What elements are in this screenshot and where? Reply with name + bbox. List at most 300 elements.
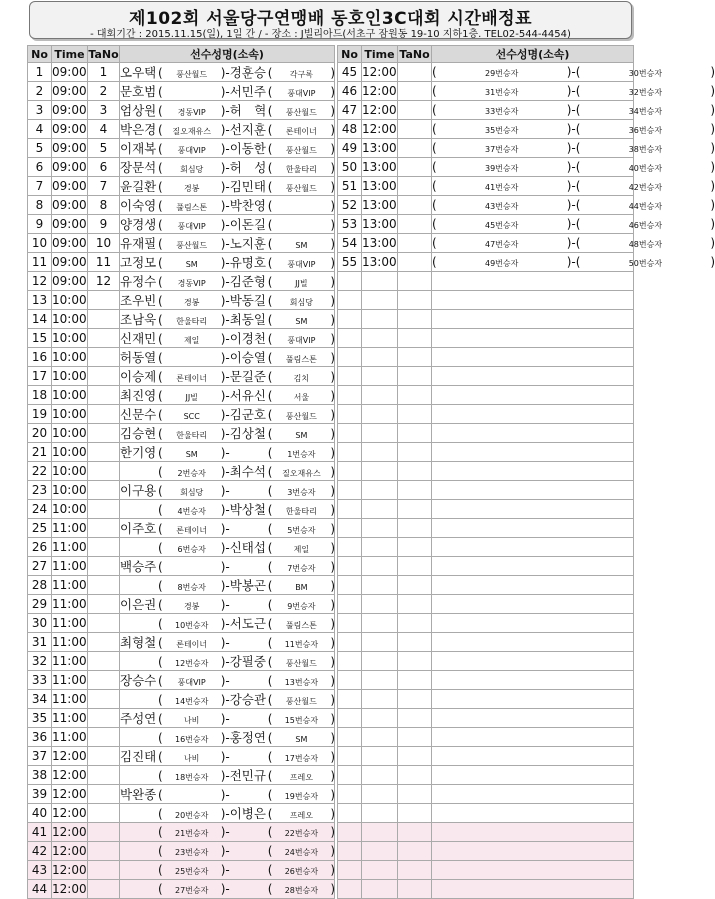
match-no: 26 xyxy=(28,538,52,557)
player1-club: 2번승자 xyxy=(177,469,206,478)
match-time: 10:00 xyxy=(52,367,88,386)
table-no xyxy=(88,595,120,614)
match-no: 48 xyxy=(338,120,362,139)
player1-name: 유재필 xyxy=(120,236,157,251)
player1-club: 제일 xyxy=(183,336,200,345)
match-no: 15 xyxy=(28,329,52,348)
player2-club: 46번승자 xyxy=(628,221,663,230)
match-no: 41 xyxy=(28,823,52,842)
empty-cell xyxy=(432,386,634,405)
player2-club: 제일 xyxy=(293,545,310,554)
match-no: 20 xyxy=(28,424,52,443)
match-players-cell: ( 10번승자 )-서도근 ( 풀림스톤 ) xyxy=(120,614,335,633)
empty-cell xyxy=(338,386,362,405)
match-no: 10 xyxy=(28,234,52,253)
empty-cell xyxy=(362,538,398,557)
match-players-cell: 백승주 ( )- ( 7번승자 ) xyxy=(120,557,335,576)
match-no: 52 xyxy=(338,196,362,215)
match-players-cell: 문호범 ( )-서민주 ( 풍대VIP ) xyxy=(120,82,335,101)
table-row xyxy=(28,424,335,443)
match-time: 09:00 xyxy=(52,253,88,272)
table-header-row xyxy=(28,46,335,63)
player2-club: 한울타리 xyxy=(285,507,317,516)
table-no xyxy=(398,120,432,139)
empty-cell xyxy=(398,728,432,747)
match-players-cell: 이은권 ( 경봉 )- ( 9번승자 ) xyxy=(120,595,335,614)
match-no: 51 xyxy=(338,177,362,196)
match-time: 09:00 xyxy=(52,177,88,196)
empty-cell xyxy=(398,348,432,367)
match-time: 12:00 xyxy=(52,823,88,842)
empty-cell xyxy=(432,842,634,861)
player2-name: 최동일 xyxy=(229,312,266,327)
empty-cell xyxy=(338,633,362,652)
table-no xyxy=(398,215,432,234)
player1-club: 25번승자 xyxy=(175,867,209,876)
empty-cell xyxy=(432,443,634,462)
match-no: 14 xyxy=(28,310,52,329)
match-time: 09:00 xyxy=(52,215,88,234)
player1-name: 이구용 xyxy=(120,483,157,498)
table-row xyxy=(28,614,335,633)
table-no xyxy=(88,576,120,595)
match-players-cell: 이구용 ( 회심당 )- ( 3번승자 ) xyxy=(120,481,335,500)
empty-cell xyxy=(432,671,634,690)
table-no: 8 xyxy=(88,196,120,215)
table-no xyxy=(88,614,120,633)
empty-cell xyxy=(338,842,362,861)
match-no: 11 xyxy=(28,253,52,272)
match-no: 47 xyxy=(338,101,362,120)
player1-club: 4번승자 xyxy=(177,507,206,516)
match-time: 10:00 xyxy=(52,462,88,481)
empty-cell xyxy=(432,690,634,709)
match-players-cell: ( 2번승자 )-최수석 ( 질오재유스 ) xyxy=(120,462,335,481)
match-time: 12:00 xyxy=(52,766,88,785)
match-no: 33 xyxy=(28,671,52,690)
empty-row xyxy=(338,405,634,424)
empty-cell xyxy=(398,671,432,690)
match-time: 11:00 xyxy=(52,538,88,557)
match-no: 9 xyxy=(28,215,52,234)
player2-club: 48번승자 xyxy=(628,240,663,249)
player1-name: 박은경 xyxy=(120,122,157,137)
empty-cell xyxy=(362,595,398,614)
player1-name: 김진태 xyxy=(120,749,157,764)
empty-cell xyxy=(362,500,398,519)
player1-club: 41번승자 xyxy=(485,183,519,192)
player1-name: 최형철 xyxy=(120,635,157,650)
player1-club: 풍대VIP xyxy=(177,678,206,687)
player1-club: 33번승자 xyxy=(485,107,519,116)
match-players-cell: ( 25번승자 )- ( 26번승자 ) xyxy=(120,861,335,880)
table-row xyxy=(28,709,335,728)
match-no: 3 xyxy=(28,101,52,120)
match-time: 09:00 xyxy=(52,63,88,82)
player1-name: 최진영 xyxy=(120,388,157,403)
player1-name: 박완종 xyxy=(120,787,157,802)
match-no: 2 xyxy=(28,82,52,101)
table-row xyxy=(28,633,335,652)
empty-cell xyxy=(362,709,398,728)
player1-club: 경동VIP xyxy=(177,108,206,117)
page-title: 제102회 서울당구연맹배 동호인3C대회 시간배정표 xyxy=(128,9,533,29)
player1-club: 6번승자 xyxy=(177,545,206,554)
empty-cell xyxy=(398,405,432,424)
empty-cell xyxy=(338,481,362,500)
match-players-cell: 이재복 ( 풍대VIP )-이동한 ( 풍산월드 ) xyxy=(120,139,335,158)
match-no: 4 xyxy=(28,120,52,139)
empty-row xyxy=(338,367,634,386)
table-row xyxy=(28,272,335,291)
player2-name: 신태섭 xyxy=(229,540,266,555)
match-time: 09:00 xyxy=(52,101,88,120)
match-players-cell: ( 23번승자 )- ( 24번승자 ) xyxy=(120,842,335,861)
player1-club: 20번승자 xyxy=(175,811,209,820)
match-no: 39 xyxy=(28,785,52,804)
empty-cell xyxy=(398,462,432,481)
player2-club: 풍산월드 xyxy=(285,108,317,117)
match-time: 12:00 xyxy=(52,842,88,861)
player2-club: 7번승자 xyxy=(287,564,316,573)
player1-club: 질오재유스 xyxy=(172,127,211,136)
empty-cell xyxy=(338,329,362,348)
player1-name: 이주호 xyxy=(120,521,157,536)
player2-club: SM xyxy=(295,241,308,250)
empty-cell xyxy=(362,405,398,424)
table-no: 4 xyxy=(88,120,120,139)
empty-cell xyxy=(398,519,432,538)
table-no xyxy=(88,728,120,747)
player2-club: 풍산월드 xyxy=(285,412,317,421)
player2-club: 프레오 xyxy=(289,773,313,782)
empty-cell xyxy=(398,500,432,519)
player1-club: 31번승자 xyxy=(485,88,519,97)
empty-cell xyxy=(432,462,634,481)
player2-name: 허 성 xyxy=(229,160,267,175)
match-no: 36 xyxy=(28,728,52,747)
empty-cell xyxy=(432,367,634,386)
empty-cell xyxy=(362,842,398,861)
match-players-cell: ( 39번승자 )-( 40번승자 ) xyxy=(432,158,634,177)
match-players-cell: 김진태 ( 나비 )- ( 17번승자 ) xyxy=(120,747,335,766)
player1-name: 양경생 xyxy=(120,217,157,232)
match-players-cell: 신재민 ( 제일 )-이경천 ( 풍대VIP ) xyxy=(120,329,335,348)
match-no: 45 xyxy=(338,63,362,82)
empty-cell xyxy=(338,310,362,329)
empty-cell xyxy=(432,329,634,348)
empty-cell xyxy=(398,386,432,405)
empty-cell xyxy=(398,614,432,633)
empty-cell xyxy=(398,329,432,348)
table-no xyxy=(398,139,432,158)
match-players-cell: ( 49번승자 )-( 50번승자 ) xyxy=(432,253,634,272)
schedule-body-right xyxy=(338,63,715,899)
player2-club: 13번승자 xyxy=(284,678,319,687)
match-time: 11:00 xyxy=(52,652,88,671)
table-no xyxy=(88,880,120,899)
empty-row xyxy=(338,842,634,861)
player1-club: 론테이너 xyxy=(176,640,208,649)
empty-cell xyxy=(338,747,362,766)
player1-club: 29번승자 xyxy=(485,69,519,78)
match-no: 50 xyxy=(338,158,362,177)
empty-cell xyxy=(432,823,634,842)
match-time: 12:00 xyxy=(52,747,88,766)
empty-row xyxy=(338,443,634,462)
player2-club: 질오재유스 xyxy=(282,469,321,478)
table-no xyxy=(88,557,120,576)
table-no xyxy=(88,842,120,861)
player1-name: 이재복 xyxy=(120,141,157,156)
player1-name: 신재민 xyxy=(120,331,157,346)
table-row xyxy=(338,215,634,234)
match-time: 13:00 xyxy=(362,215,398,234)
empty-cell xyxy=(398,272,432,291)
empty-cell xyxy=(338,443,362,462)
player1-club: JJ빌 xyxy=(185,393,198,402)
title-box xyxy=(29,1,632,39)
empty-cell xyxy=(362,519,398,538)
player2-club: SM xyxy=(295,317,308,326)
empty-cell xyxy=(338,709,362,728)
player2-club: 24번승자 xyxy=(284,848,319,857)
empty-cell xyxy=(362,443,398,462)
match-no: 53 xyxy=(338,215,362,234)
empty-cell xyxy=(432,785,634,804)
player2-club: JJ빌 xyxy=(295,279,308,288)
match-no: 21 xyxy=(28,443,52,462)
empty-cell xyxy=(362,728,398,747)
empty-cell xyxy=(362,348,398,367)
player1-club: 경봉 xyxy=(183,602,200,611)
player2-name: 허 혁 xyxy=(229,103,267,118)
match-time: 13:00 xyxy=(362,196,398,215)
player2-name: 문길준 xyxy=(229,369,266,384)
match-no: 6 xyxy=(28,158,52,177)
empty-row xyxy=(338,310,634,329)
player1-club: 풀림스톤 xyxy=(176,203,208,212)
empty-cell xyxy=(398,367,432,386)
table-header-row xyxy=(338,46,634,63)
empty-cell xyxy=(338,462,362,481)
table-row xyxy=(338,139,634,158)
empty-cell xyxy=(362,652,398,671)
table-row xyxy=(338,63,634,82)
empty-cell xyxy=(432,633,634,652)
player2-club: 9번승자 xyxy=(287,602,316,611)
player1-club: SM xyxy=(185,450,198,459)
match-time: 10:00 xyxy=(52,481,88,500)
player2-club: 30번승자 xyxy=(628,69,663,78)
table-no xyxy=(88,766,120,785)
table-row xyxy=(28,291,335,310)
empty-cell xyxy=(338,690,362,709)
table-no xyxy=(88,462,120,481)
table-row xyxy=(28,519,335,538)
table-no: 12 xyxy=(88,272,120,291)
player1-name: 신문수 xyxy=(120,407,157,422)
player1-name: 주성연 xyxy=(120,711,157,726)
match-players-cell: 오우택 ( 풍산월드 )-경훈승 ( 각구록 ) xyxy=(120,63,335,82)
player1-name: 오우택 xyxy=(120,65,157,80)
empty-cell xyxy=(362,291,398,310)
table-no: 5 xyxy=(88,139,120,158)
player2-club: 36번승자 xyxy=(628,126,663,135)
player2-club: 풍산월드 xyxy=(285,659,317,668)
player1-club: 35번승자 xyxy=(485,126,519,135)
match-time: 13:00 xyxy=(362,234,398,253)
match-no: 29 xyxy=(28,595,52,614)
schedule-table-right xyxy=(337,45,715,899)
player1-club: 39번승자 xyxy=(485,164,519,173)
empty-cell xyxy=(398,310,432,329)
match-time: 10:00 xyxy=(52,424,88,443)
table-row xyxy=(28,804,335,823)
player1-club: 45번승자 xyxy=(485,221,519,230)
table-row xyxy=(28,880,335,899)
match-no: 8 xyxy=(28,196,52,215)
match-players-cell: ( 14번승자 )-강승관 ( 풍산월드 ) xyxy=(120,690,335,709)
empty-cell xyxy=(398,633,432,652)
empty-cell xyxy=(398,557,432,576)
player2-name: 유명호 xyxy=(229,255,266,270)
match-players-cell: ( 21번승자 )- ( 22번승자 ) xyxy=(120,823,335,842)
empty-row xyxy=(338,500,634,519)
player1-name: 엄상원 xyxy=(120,103,157,118)
empty-row xyxy=(338,386,634,405)
empty-row xyxy=(338,747,634,766)
table-row xyxy=(338,101,634,120)
player1-club: 경봉 xyxy=(183,298,200,307)
empty-cell xyxy=(432,481,634,500)
player1-name: 백승주 xyxy=(120,559,157,574)
player2-club: 김치 xyxy=(293,374,310,383)
player1-club: 23번승자 xyxy=(175,848,209,857)
table-row xyxy=(28,63,335,82)
table-no xyxy=(398,196,432,215)
player2-club: 34번승자 xyxy=(628,107,663,116)
col-header-no: No xyxy=(338,46,362,63)
player1-name: 이은권 xyxy=(120,597,157,612)
player1-club: 회심당 xyxy=(180,165,204,174)
player1-name: 장승수 xyxy=(120,673,157,688)
match-time: 10:00 xyxy=(52,386,88,405)
match-time: 12:00 xyxy=(52,804,88,823)
player2-club: 한울타리 xyxy=(285,165,317,174)
table-no xyxy=(88,348,120,367)
table-no xyxy=(398,158,432,177)
player2-name: 경훈승 xyxy=(229,65,266,80)
player2-name: 서유신 xyxy=(229,388,266,403)
match-players-cell: ( 43번승자 )-( 44번승자 ) xyxy=(432,196,634,215)
player1-club: 경동VIP xyxy=(177,279,206,288)
empty-cell xyxy=(398,576,432,595)
match-no: 42 xyxy=(28,842,52,861)
match-time: 09:00 xyxy=(52,234,88,253)
table-row xyxy=(28,785,335,804)
empty-cell xyxy=(432,861,634,880)
player2-club: 풍산월드 xyxy=(285,697,317,706)
empty-row xyxy=(338,785,634,804)
empty-cell xyxy=(432,557,634,576)
table-row xyxy=(28,253,335,272)
table-no xyxy=(88,424,120,443)
empty-cell xyxy=(362,272,398,291)
player2-club: 15번승자 xyxy=(284,716,319,725)
player2-club: 회심당 xyxy=(289,298,313,307)
player1-club: 8번승자 xyxy=(177,583,206,592)
col-header-players: 선수성명(소속) xyxy=(432,46,634,63)
empty-row xyxy=(338,614,634,633)
empty-cell xyxy=(432,595,634,614)
table-row xyxy=(28,861,335,880)
player2-name: 박동길 xyxy=(229,293,266,308)
table-no xyxy=(88,652,120,671)
player1-name: 김승현 xyxy=(120,426,157,441)
empty-row xyxy=(338,880,634,899)
empty-cell xyxy=(432,291,634,310)
empty-cell xyxy=(362,633,398,652)
col-header-no: No xyxy=(28,46,52,63)
table-no xyxy=(398,82,432,101)
empty-cell xyxy=(398,785,432,804)
match-players-cell: 조남욱 ( 한울타리 )-최동일 ( SM ) xyxy=(120,310,335,329)
player2-club: BM xyxy=(295,583,308,592)
table-row xyxy=(28,101,335,120)
empty-row xyxy=(338,766,634,785)
table-row xyxy=(338,82,634,101)
col-header-players: 선수성명(소속) xyxy=(120,46,335,63)
match-players-cell: ( 16번승자 )-홍정연 ( SM ) xyxy=(120,728,335,747)
match-players-cell: 엄상원 ( 경동VIP )-허 혁( 풍산월드 ) xyxy=(120,101,335,120)
match-time: 12:00 xyxy=(362,82,398,101)
player1-name: 조우빈 xyxy=(120,293,157,308)
match-time: 11:00 xyxy=(52,557,88,576)
match-players-cell: ( 33번승자 )-( 34번승자 ) xyxy=(432,101,634,120)
table-row xyxy=(28,538,335,557)
empty-cell xyxy=(432,652,634,671)
player2-club: 풍대VIP xyxy=(287,260,316,269)
empty-row xyxy=(338,519,634,538)
empty-cell xyxy=(362,576,398,595)
table-row xyxy=(28,747,335,766)
match-no: 19 xyxy=(28,405,52,424)
table-no xyxy=(88,671,120,690)
player2-club: 22번승자 xyxy=(284,829,319,838)
empty-cell xyxy=(338,424,362,443)
player2-club: 풍대VIP xyxy=(287,336,316,345)
table-no xyxy=(88,633,120,652)
match-players-cell: 유재필 ( 풍산월드 )-노지훈 ( SM ) xyxy=(120,234,335,253)
empty-cell xyxy=(432,880,634,899)
table-no xyxy=(88,386,120,405)
table-no xyxy=(88,443,120,462)
player1-club: 21번승자 xyxy=(175,829,209,838)
player2-club: 38번승자 xyxy=(628,145,663,154)
table-no: 10 xyxy=(88,234,120,253)
empty-row xyxy=(338,709,634,728)
player2-name: 이병은 xyxy=(229,806,266,821)
match-no: 25 xyxy=(28,519,52,538)
table-row xyxy=(28,443,335,462)
player1-name: 조남욱 xyxy=(120,312,157,327)
player2-name: 서도근 xyxy=(229,616,266,631)
player2-club: SM xyxy=(295,431,308,440)
player2-club: 40번승자 xyxy=(628,164,663,173)
match-players-cell: 최형철 ( 론테이너 )- ( 11번승자 ) xyxy=(120,633,335,652)
empty-row xyxy=(338,595,634,614)
